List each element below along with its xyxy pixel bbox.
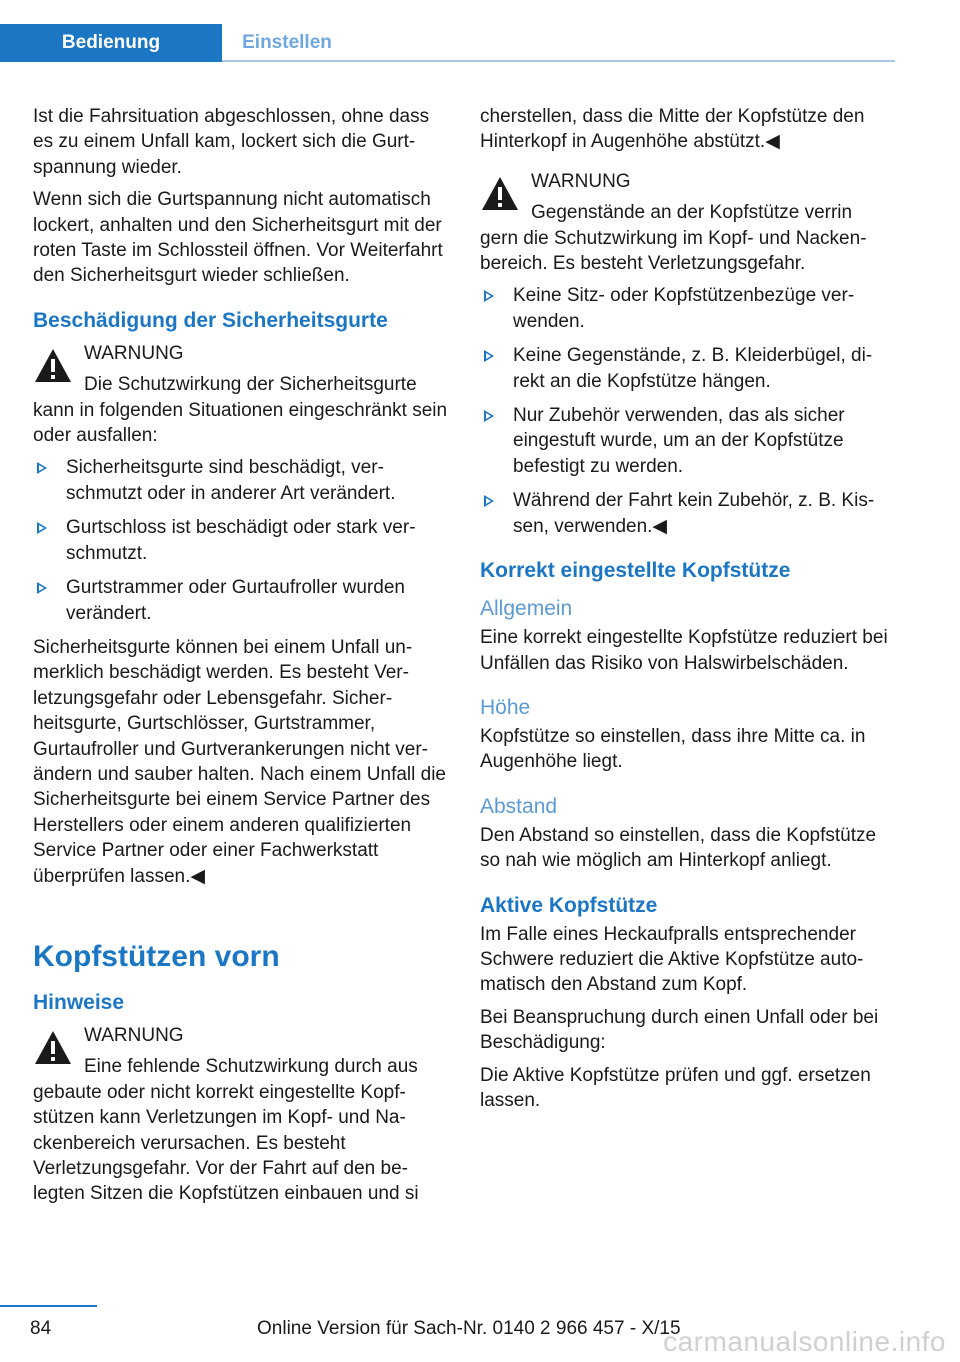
warning-block [480, 169, 896, 226]
tab-bedienung[interactable]: Bedienung [0, 24, 222, 62]
page-number-rule [0, 1305, 97, 1307]
list-item: Gurtstrammer oder Gurtaufroller wurden verändert. [33, 575, 451, 626]
warning-text-first: Eine fehlende Schutzwirkung durch aus [84, 1056, 418, 1078]
subsection-heading: Allgemein [480, 597, 573, 621]
paragraph: Kopfstütze so einstellen, dass ihre Mitte ca. in Augenhöhe liegt. [480, 725, 866, 773]
warning-text: kann in folgenden Situationen eingeschränkt sein oder ausfallen: [33, 399, 448, 447]
paragraph: Den Abstand so einstellen, dass die Kopfstütze so nah wie möglich am Hinterkopf anliegt. [480, 824, 877, 872]
warning-block [33, 341, 451, 398]
bullet-list [480, 283, 896, 539]
warning-text-first: Gegenstände an der Kopfstütze verrin [531, 202, 853, 224]
chapter-heading: Kopfstützen vorn [33, 939, 280, 973]
warning-label: WARNUNG [84, 1024, 184, 1046]
warning-triangle-icon [33, 347, 73, 385]
section-heading: Korrekt eingestellte Kopfstütze [480, 559, 791, 583]
subsection-heading: Höhe [480, 695, 531, 719]
left-column [33, 104, 451, 1214]
list-item: Keine Sitz- oder Kopfstützenbezüge verwenden. [480, 283, 896, 334]
paragraph: Wenn sich die Gurtspannung nicht automatisch lockert, anhalten und den Sicherheitsgurt mit der roten Taste im Schlossteil öffnen. Vor Weiterfahrt den Sicherheitsgurt wieder schließen. [33, 189, 443, 287]
footer-online-version: Online Version für Sach-Nr. 0140 2 966 457 - X/15 [257, 1318, 681, 1339]
paragraph: Eine korrekt eingestellte Kopfstütze reduziert bei Unfällen das Risiko von Halswirbelschäden. [480, 627, 888, 674]
tab-einstellen[interactable]: Einstellen [242, 32, 332, 53]
bullet-list [33, 455, 451, 625]
subsection-heading: Abstand [480, 794, 558, 818]
warning-text: gebaute oder nicht korrekt eingestellte Kopfstützen kann Verletzungen im Kopf- und Nackenbereich verursachen. Es besteht Verletzungsgefahr. Vor der Fahrt auf den belegten Sitzen die Kopfstützen einbauen und si [33, 1081, 419, 1205]
list-item: Keine Gegenstände, z. B. Kleiderbügel, direkt an die Kopfstütze hängen. [480, 343, 896, 394]
header-bar [0, 24, 895, 62]
list-item: Während der Fahrt kein Zubehör, z. B. Kissen, verwenden.◀ [480, 488, 896, 539]
right-column [480, 104, 896, 1120]
warning-triangle-icon [33, 1029, 73, 1067]
list-item: Gurtschloss ist beschädigt oder stark verschmutzt. [33, 515, 451, 566]
warning-triangle-icon [480, 175, 520, 213]
section-heading: Aktive Kopfstütze [480, 893, 658, 917]
list-item: Nur Zubehör verwenden, das als sicher eingestuft wurde, um an der Kopfstütze befestigt zu werden. [480, 403, 896, 479]
warning-text-first: Die Schutzwirkung der Sicherheitsgurte [84, 374, 417, 396]
warning-label: WARNUNG [84, 342, 184, 364]
warning-text: gern die Schutzwirkung im Kopf- und Nackenbereich. Es besteht Verletzungsgefahr. [480, 227, 867, 275]
paragraph: Ist die Fahrsituation abgeschlossen, ohne dass es zu einem Unfall kam, lockert sich die Gurtspannung wieder. [33, 106, 430, 178]
paragraph: Die Aktive Kopfstütze prüfen und ggf. ersetzen lassen. [480, 1064, 871, 1111]
paragraph: cherstellen, dass die Mitte der Kopfstütze den Hinterkopf in Augenhöhe abstützt.◀ [480, 106, 865, 153]
paragraph: Sicherheitsgurte können bei einem Unfall unmerklich beschädigt werden. Es besteht Verletzungsgefahr oder Lebensgefahr. Sicherheitsgurte, Gurtschlösser, Gurtstrammer, Gurtaufroller und Gurtverankerungen nicht verändern und sauber halten. Nach einem Unfall die Sicherheitsgurte bei einem Service Partner des Herstellers oder einem anderen qualifizierten Service Partner oder einer Fachwerkstatt überprüfen lassen.◀ [33, 636, 446, 887]
watermark: carmanualsonline.info [663, 1326, 946, 1357]
warning-block [33, 1023, 451, 1080]
header-divider [222, 60, 895, 62]
section-heading: Beschädigung der Sicherheitsgurte [33, 308, 388, 332]
section-heading: Hinweise [33, 990, 125, 1014]
list-item: Sicherheitsgurte sind beschädigt, verschmutzt oder in anderer Art verändert. [33, 455, 451, 506]
warning-label: WARNUNG [531, 170, 631, 192]
paragraph: Im Falle eines Heckaufpralls entsprechender Schwere reduziert die Aktive Kopfstütze automatisch den Abstand zum Kopf. [480, 923, 864, 996]
paragraph: Bei Beanspruchung durch einen Unfall oder bei Beschädigung: [480, 1006, 879, 1054]
page-number: 84 [30, 1318, 52, 1339]
